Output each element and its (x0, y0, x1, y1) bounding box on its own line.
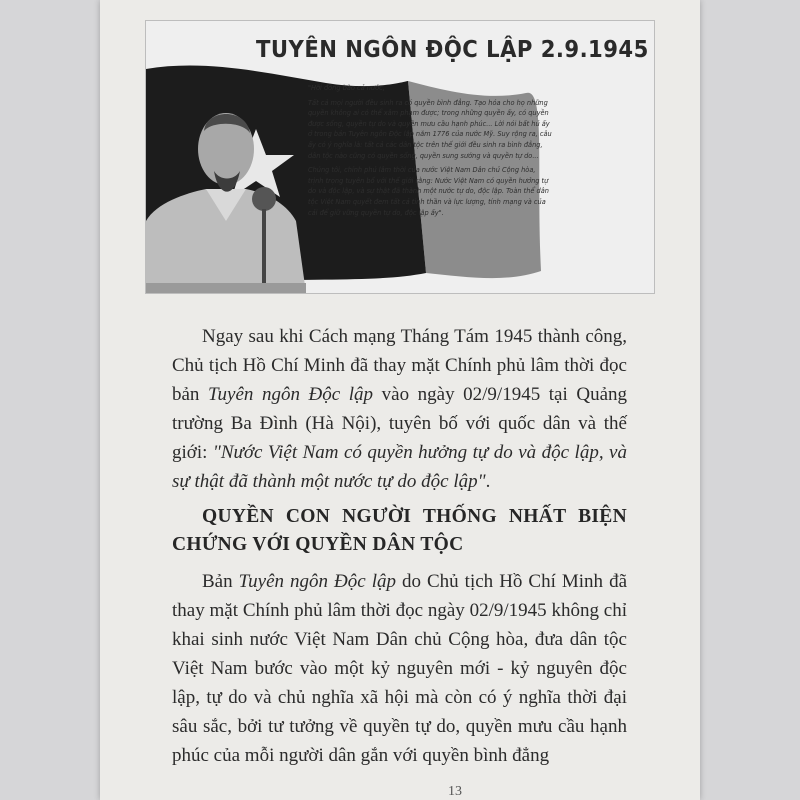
text-run: vào ngày 02/9/1945 tại Quảng trường Ba Đình (Hà Nội), tuyên bố với quốc dân và thế giới: (172, 384, 627, 463)
italic-run: Tuyên ngôn Độc lập (208, 384, 374, 405)
declaration-quote (308, 83, 553, 222)
text-run: Bản (202, 571, 239, 592)
body-paragraph-2 (172, 567, 627, 770)
quote-paragraph: "Hỡi đồng bào cả nước, (308, 84, 385, 92)
italic-quote: "Nước Việt Nam có quyền hưởng tự do và độc lập, và sự thật đã thành một nước tự do độc lập" (172, 442, 627, 492)
text-run: . (485, 471, 491, 492)
figure-title: TUYÊN NGÔN ĐỘC LẬP 2.9.1945 (256, 37, 649, 63)
declaration-figure (145, 20, 655, 294)
book-page (100, 0, 700, 800)
text-run: Ngay sau khi Cách mạng Tháng Tám 1945 thành công, Chủ tịch Hồ Chí Minh đã thay mặt Chính phủ lâm thời đọc bản (172, 326, 627, 405)
quote-paragraph: Chúng tôi, chính phủ lâm thời của nước Việt Nam Dân chủ Cộng hòa, trịnh trọng tuyên bố với thế giới rằng: Nước Việt Nam có quyền hưởng tự do và độc lập, và sự thật đã thành một nước tự do, độc lập. Toàn thể dân tộc Việt Nam quyết đem tất cả tinh thần và lực lượng, tính mạng và của cải để giữ vững quyền tự do, độc lập ấy". (308, 166, 549, 217)
body-paragraph-1 (172, 322, 627, 496)
text-run: do Chủ tịch Hồ Chí Minh đã thay mặt Chính phủ lâm thời đọc ngày 02/9/1945 không chỉ khai sinh nước Việt Nam Dân chủ Cộng hòa, đưa dân tộc Việt Nam bước vào một kỷ nguyên mới - kỷ nguyên độc lập, tự do và chủ nghĩa xã hội mà còn có ý nghĩa thời đại sâu sắc, bởi tư tưởng về quyền tự do, quyền mưu cầu hạnh phúc của mỗi người dân gắn với quyền bình đẳng (172, 571, 627, 766)
italic-run: Tuyên ngôn Độc lập (238, 571, 396, 592)
page-number: 13 (448, 784, 462, 799)
quote-paragraph: Tất cả mọi người đều sinh ra có quyền bình đẳng. Tạo hóa cho họ những quyền không ai có thể xâm phạm được; trong những quyền ấy, có quyền được sống, quyền tự do và quyền mưu cầu hạnh phúc... Lời nói bất hủ ấy ở trong bản Tuyên ngôn Độc lập năm 1776 của nước Mỹ. Suy rộng ra, câu ấy có ý nghĩa là: tất cả các dân tộc trên thế giới đều sinh ra bình đẳng, dân tộc nào cũng có quyền sống, quyền sung sướng và quyền tự do... (308, 98, 552, 160)
section-heading: QUYỀN CON NGƯỜI THỐNG NHẤT BIỆN CHỨNG VỚI QUYỀN DÂN TỘC (172, 506, 627, 555)
